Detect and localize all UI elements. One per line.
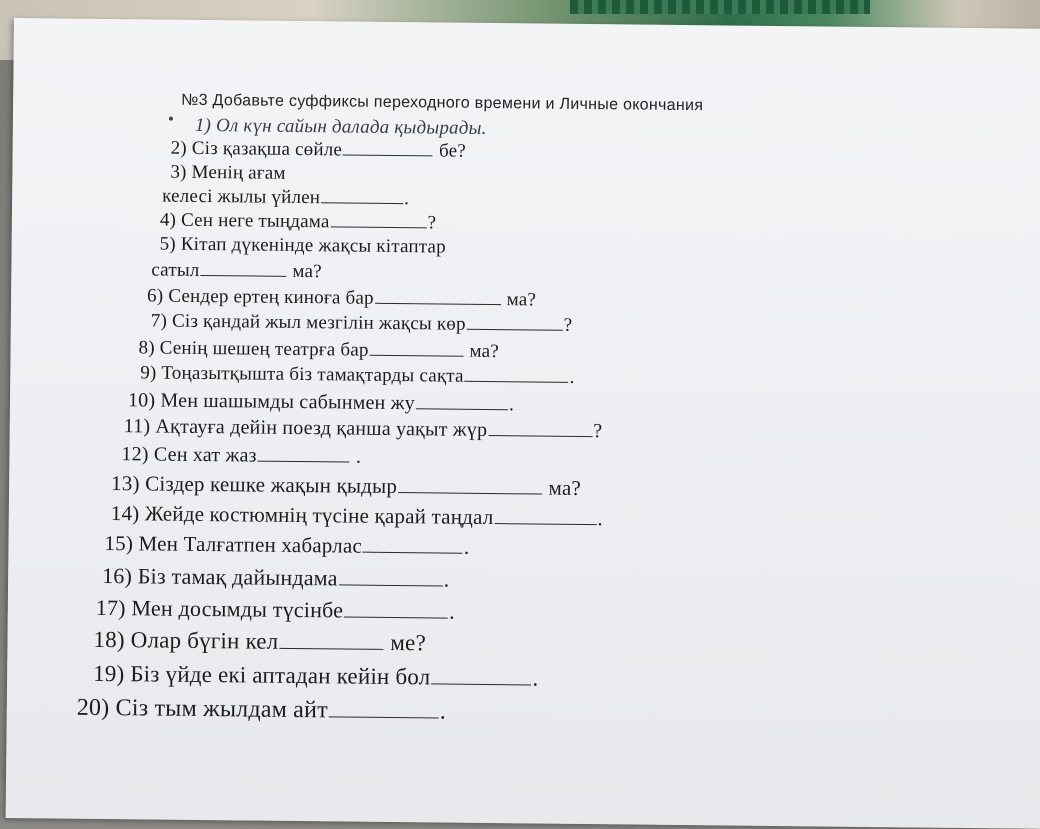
sentence-text: Сен неге тыңдама <box>180 209 330 233</box>
sentence-text: Сендер ертең киноға бар <box>168 285 374 309</box>
sentence-9 <box>140 362 575 389</box>
sentence-text: Сіз қазақша сөйле <box>191 137 343 161</box>
exercise-heading: №3 Добавьте суффиксы переходного времени и Личные окончания <box>181 91 704 115</box>
sentence-14 <box>111 501 603 531</box>
answer-blank[interactable] <box>258 460 350 463</box>
sentence-5 <box>160 234 446 259</box>
sentence-number: 2) <box>170 137 187 159</box>
sentence-2 <box>171 138 467 163</box>
sentence-number: 8) <box>138 337 155 359</box>
sentence-number: 15) <box>104 530 134 556</box>
sentence-ending: . <box>355 445 362 468</box>
sentence-text: Тоңазытқышта біз тамақтарды сақта <box>161 362 464 387</box>
sentence-ending: . <box>443 566 450 592</box>
sentence-ending: ма? <box>292 260 322 283</box>
bullet-dot <box>169 117 173 121</box>
answer-blank[interactable] <box>329 715 439 718</box>
sentence-text: Кітап дүкенінде жақсы кітаптар <box>180 233 446 258</box>
sentence-13 <box>111 471 581 501</box>
sentence-text: сатыл <box>151 259 200 281</box>
sentence-number: 3) <box>170 161 187 183</box>
sentence-text: Мен Талғатпен хабарлас <box>138 531 363 558</box>
sentence-ending: ? <box>593 420 603 443</box>
example-sentence: 1) Ол күн сайын далада қыдырады. <box>194 114 487 139</box>
sentence-text: Мен шашымды сабынмен жу <box>160 389 416 415</box>
sentence-ending: . <box>449 598 456 624</box>
sentence-ending: ма? <box>506 289 537 311</box>
sentence-number: 7) <box>150 310 168 332</box>
sentence-number: 10) <box>127 389 156 412</box>
sentence-text: Сенің шешең театрға бар <box>159 337 369 361</box>
sentence-number: 6) <box>146 285 164 307</box>
answer-blank[interactable] <box>330 225 426 228</box>
sentence-number: 11) <box>123 415 151 438</box>
answer-blank[interactable] <box>494 522 596 525</box>
sentence-19 <box>93 661 539 692</box>
sentence-number: 13) <box>111 471 140 496</box>
sentence-text: Сіз қандай жыл мезгілін жақсы көр <box>171 310 466 335</box>
sentence-text: Біз үйде екі аптадан кейін бол <box>130 661 431 690</box>
answer-blank[interactable] <box>467 328 563 331</box>
sentence-ending: . <box>404 188 410 210</box>
sentence-text: Менің ағам <box>191 161 286 184</box>
sentence-number: 16) <box>102 562 133 589</box>
sentence-3-continued <box>162 186 409 211</box>
sentence-ending: ма? <box>469 340 500 363</box>
answer-blank[interactable] <box>200 274 286 277</box>
sentence-6 <box>147 285 536 311</box>
sentence-text: Сен хат жаз <box>153 443 257 467</box>
sentence-number: 12) <box>121 443 149 466</box>
sentence-text: Мен досымды түсінбе <box>131 595 344 623</box>
answer-blank[interactable] <box>375 302 501 305</box>
sentence-ending: . <box>532 665 539 691</box>
sentence-ending: . <box>597 506 604 531</box>
sentence-ending: ? <box>563 314 573 336</box>
sentence-ending: . <box>463 534 470 559</box>
answer-blank[interactable] <box>398 491 542 495</box>
sentence-number: 14) <box>110 501 140 526</box>
answer-blank[interactable] <box>370 354 464 357</box>
sentence-number: 4) <box>159 209 177 231</box>
sentence-number: 5) <box>159 233 176 255</box>
answer-blank[interactable] <box>465 380 569 383</box>
sentence-18 <box>93 627 426 656</box>
answer-blank[interactable] <box>279 647 383 650</box>
answer-blank[interactable] <box>431 682 531 685</box>
sentence-12 <box>121 443 361 469</box>
answer-blank[interactable] <box>488 434 592 437</box>
sentence-ending: ма? <box>548 475 582 500</box>
sentence-text: Олар бүгін кел <box>130 627 279 654</box>
sentence-8 <box>138 337 499 363</box>
sentence-16 <box>102 563 449 593</box>
cover-ornament <box>570 0 870 14</box>
sentence-number: 20) <box>76 694 110 722</box>
sentence-number: 17) <box>95 594 126 621</box>
answer-blank[interactable] <box>344 615 448 618</box>
sentence-number: 19) <box>93 660 125 687</box>
sentence-ending: ? <box>427 212 437 234</box>
sentence-ending: ме? <box>390 629 427 656</box>
sentence-ending: бе? <box>438 140 467 162</box>
answer-blank[interactable] <box>416 407 508 410</box>
sentence-text: Жейде костюмнің түсіне қарай таңдал <box>144 501 494 530</box>
answer-blank[interactable] <box>339 583 443 586</box>
sentence-text: Сіз тым жылдам айт <box>115 695 328 724</box>
sentence-ending: . <box>439 698 447 725</box>
answer-blank[interactable] <box>343 153 433 156</box>
sentence-ending: . <box>508 393 515 416</box>
sentence-text: Сіздер кешке жақын қыдыр <box>145 471 398 499</box>
worksheet-page <box>6 18 1040 829</box>
sentence-20 <box>77 695 447 726</box>
sentence-11 <box>124 415 603 443</box>
sentence-text: келесі жылы үйлен <box>162 185 321 209</box>
sentence-17 <box>96 595 455 625</box>
sentence-4 <box>160 210 436 235</box>
sentence-3 <box>170 162 286 185</box>
answer-blank[interactable] <box>363 551 463 554</box>
sentence-text: Ақтауға дейін поезд қанша уақыт жүр <box>155 415 488 441</box>
answer-blank[interactable] <box>321 201 403 204</box>
sentence-number: 18) <box>93 626 125 653</box>
sentence-10 <box>128 389 514 416</box>
sentence-5-continued <box>151 259 322 283</box>
sentence-7 <box>151 310 573 336</box>
sentence-number: 9) <box>140 362 157 384</box>
sentence-ending: . <box>569 366 575 388</box>
sentence-15 <box>104 531 469 560</box>
sentence-text: Біз тамақ дайындама <box>137 563 338 591</box>
